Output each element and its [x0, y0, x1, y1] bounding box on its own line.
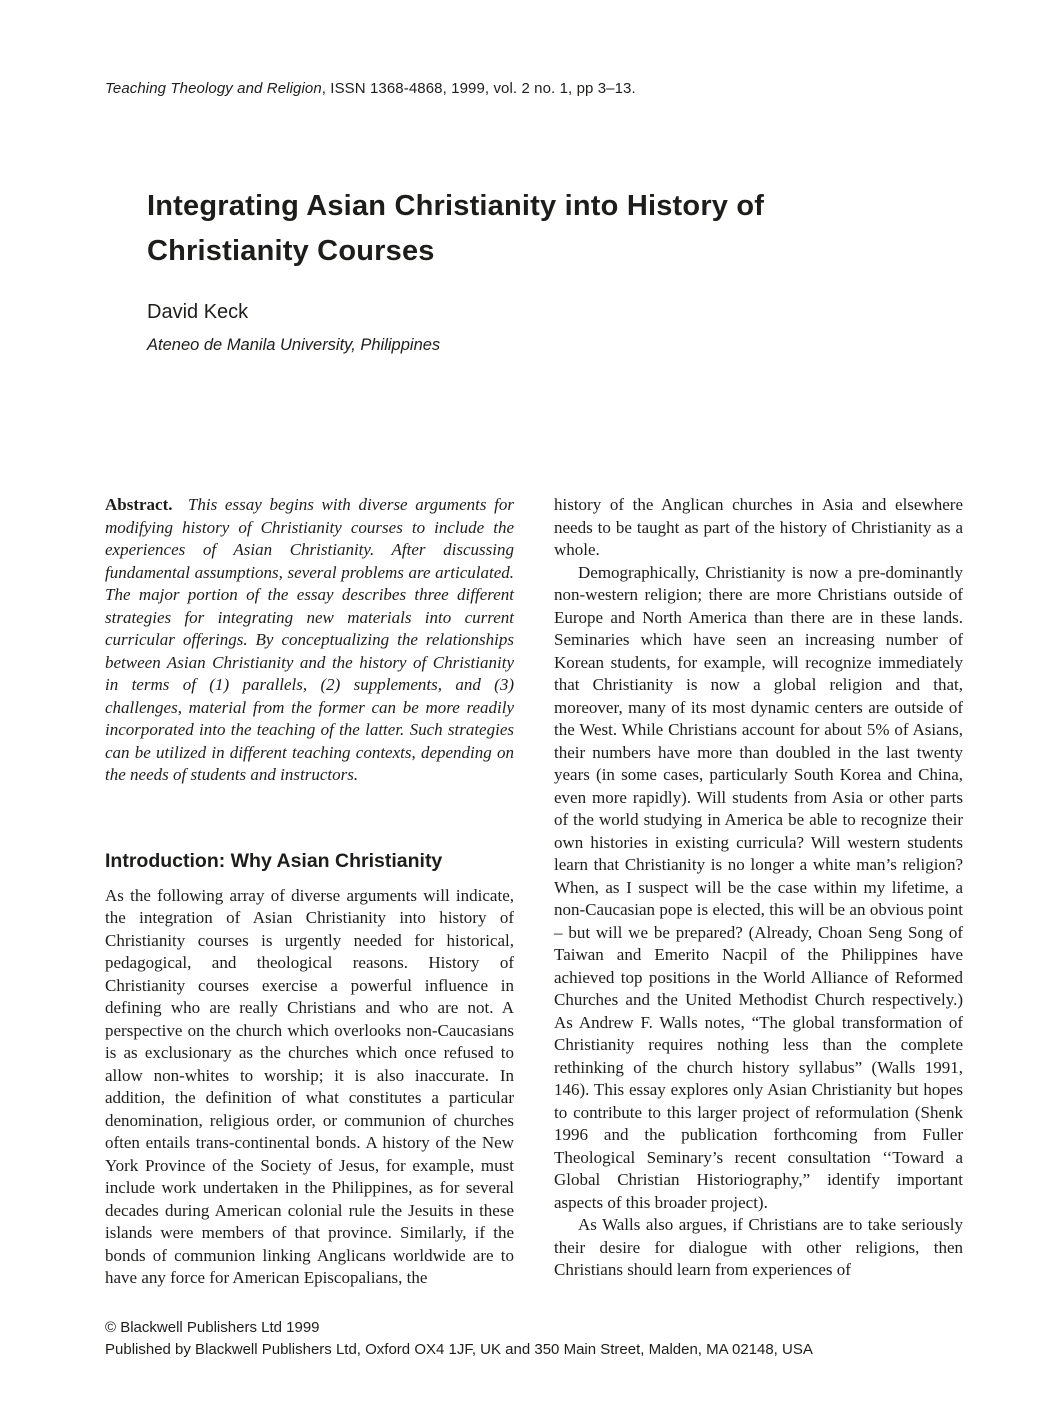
title-block	[147, 184, 877, 274]
body-paragraph: history of the Anglican churches in Asia and elsewhere needs to be taught as part of the history of Christianity as a whole.	[554, 495, 963, 559]
footer-copyright: © Blackwell Publishers Ltd 1999	[105, 1319, 320, 1336]
page-title: Integrating Asian Christianity into History of Christianity Courses	[147, 190, 765, 267]
page-footer	[105, 1317, 813, 1360]
journal-meta: , ISSN 1368-4868, 1999, vol. 2 no. 1, pp 3–13.	[321, 80, 636, 97]
footer-publisher: Published by Blackwell Publishers Ltd, Oxford OX4 1JF, UK and 350 Main Street, Malden, MA 02148, USA	[105, 1340, 813, 1358]
two-column-body	[105, 494, 963, 1290]
section-heading-introduction: Introduction: Why Asian Christianity	[105, 849, 443, 872]
abstract	[105, 494, 514, 787]
left-column	[105, 494, 514, 1290]
abstract-label: Abstract.	[105, 495, 173, 514]
body-paragraph: Demographically, Christianity is now a pre-dominantly non-western religion; there are more Christians outside of Europe and North America than there are in these lands. Seminaries which have seen an increasing number of Korean students, for example, will recognize immediately that Christianity is now a global religion and that, moreover, many of its most dynamic centers are outside of the West. While Christians account for about 5% of Asians, their numbers have more than doubled in the last twenty years (in some cases, particularly South Korea and China, even more rapidly). Will students from Asia or other parts of the world studying in America be able to recognize their own histories in existing curricula? Will western students learn that Christianity is no longer a white man’s religion? When, as I suspect will be the case within my lifetime, a non-Caucasian pope is elected, this will be an obvious point – but will we be prepared? (Already, Choan Seng Song of Taiwan and Emerito Nacpil of the Philippines have achieved top positions in the World Alliance of Reformed Churches and the United Methodist Church respectively.) As Andrew F. Walls notes, “The global transformation of Christianity requires nothing less than the complete rethinking of the church history syllabus” (Walls 1991, 146). This essay explores only Asian Christianity but hopes to contribute to this larger project of reformulation (Shenk 1996 and the publication forthcoming from Fuller Theological Seminary’s recent consultation ‘‘Toward a Global Christian Historiography,” identify important aspects of this broader project).	[554, 562, 963, 1212]
body-paragraph: As Walls also argues, if Christians are to take seriously their desire for dialogue with other religions, then Christians should learn from experiences of	[554, 1215, 963, 1279]
right-column	[554, 494, 963, 1290]
abstract-text: This essay begins with diverse arguments for modifying history of Christianity courses to include the experiences of Asian Christianity. After discussing fundamental assumptions, several problems are articulated. The major portion of the essay describes three different strategies for integrating new materials into current curricular offerings. By conceptualizing the relationships between Asian Christianity and the history of Christianity in terms of (1) parallels, (2) supplements, and (3) challenges, material from the former can be more readily incorporated into the teaching of the latter. Such strategies can be utilized in different teaching contexts, depending on the needs of students and instructors.	[105, 495, 514, 784]
journal-header	[105, 80, 636, 97]
journal-name: Teaching Theology and Religion	[105, 80, 322, 97]
author-affiliation: Ateneo de Manila University, Philippines	[147, 336, 441, 354]
author-name: David Keck	[147, 301, 249, 323]
intro-paragraph: As the following array of diverse arguments will indicate, the integration of Asian Christianity into history of Christianity courses is urgently needed for historical, pedagogical, and theological reasons. History of Christianity courses exercise a powerful influence in defining who are really Christians and who are not. A perspective on the church which overlooks non-Caucasians is as exclusionary as the churches which once refused to allow non-whites to worship; it is also inaccurate. In addition, the definition of what constitutes a particular denomination, religious order, or communion of churches often entails trans-continental bonds. A history of the New York Province of the Society of Jesus, for example, must include work undertaken in the Philippines, as for several decades during American colonial rule the Jesuits in these islands were members of that province. Similarly, if the bonds of communion linking Anglicans worldwide are to have any force for American Episcopalians, the	[105, 885, 514, 1287]
